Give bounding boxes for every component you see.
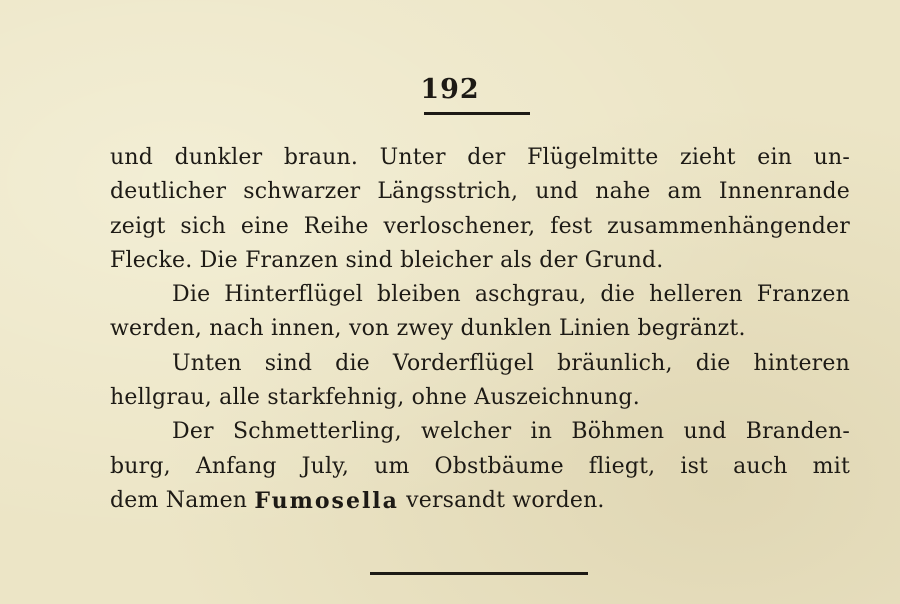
header-rule — [424, 112, 530, 115]
text-line-content: und dunkler braun. Unter der Flügelmitte zieht ein un- — [110, 145, 850, 170]
text-line-content: burg, Anfang July, um Obstbäume fliegt, ist auch mit — [110, 453, 850, 479]
text-line-content: Unten sind die Vorderflügel bräunlich, die hinteren — [172, 350, 850, 376]
final-line-end: versandt worden. — [398, 487, 605, 513]
body-text — [110, 141, 850, 518]
text-line — [110, 210, 850, 244]
species-name: Fumosella — [254, 487, 399, 514]
footer-rule — [370, 572, 588, 575]
text-line — [110, 141, 850, 175]
text-line — [110, 415, 850, 449]
text-line-content: deutlicher schwarzer Längsstrich, und nahe am Innenrande — [110, 179, 850, 205]
text-line-content: Die Hinterflügel bleiben aschgrau, die helleren Franzen — [172, 282, 850, 308]
text-line — [110, 347, 850, 381]
text-line-content: Der Schmetterling, welcher in Böhmen und Branden- — [172, 419, 850, 445]
final-line-start: dem Namen — [110, 487, 255, 513]
text-line-final — [110, 484, 850, 518]
text-line — [110, 450, 850, 484]
text-line-content: Flecke. Die Franzen sind bleicher als der Grund. — [110, 247, 664, 273]
text-line — [110, 278, 850, 312]
text-line — [110, 244, 850, 278]
text-line — [110, 312, 850, 346]
text-line-content: zeigt sich eine Reihe verloschener, fest zusammenhängender — [110, 213, 850, 239]
text-line-content: hellgrau, alle starkfehnig, ohne Auszeichnung. — [110, 385, 640, 411]
text-line — [110, 175, 850, 209]
text-line — [110, 381, 850, 415]
page-number: 192 — [420, 74, 480, 105]
text-line-content: werden, nach innen, von zwey dunklen Linien begränzt. — [110, 316, 746, 342]
